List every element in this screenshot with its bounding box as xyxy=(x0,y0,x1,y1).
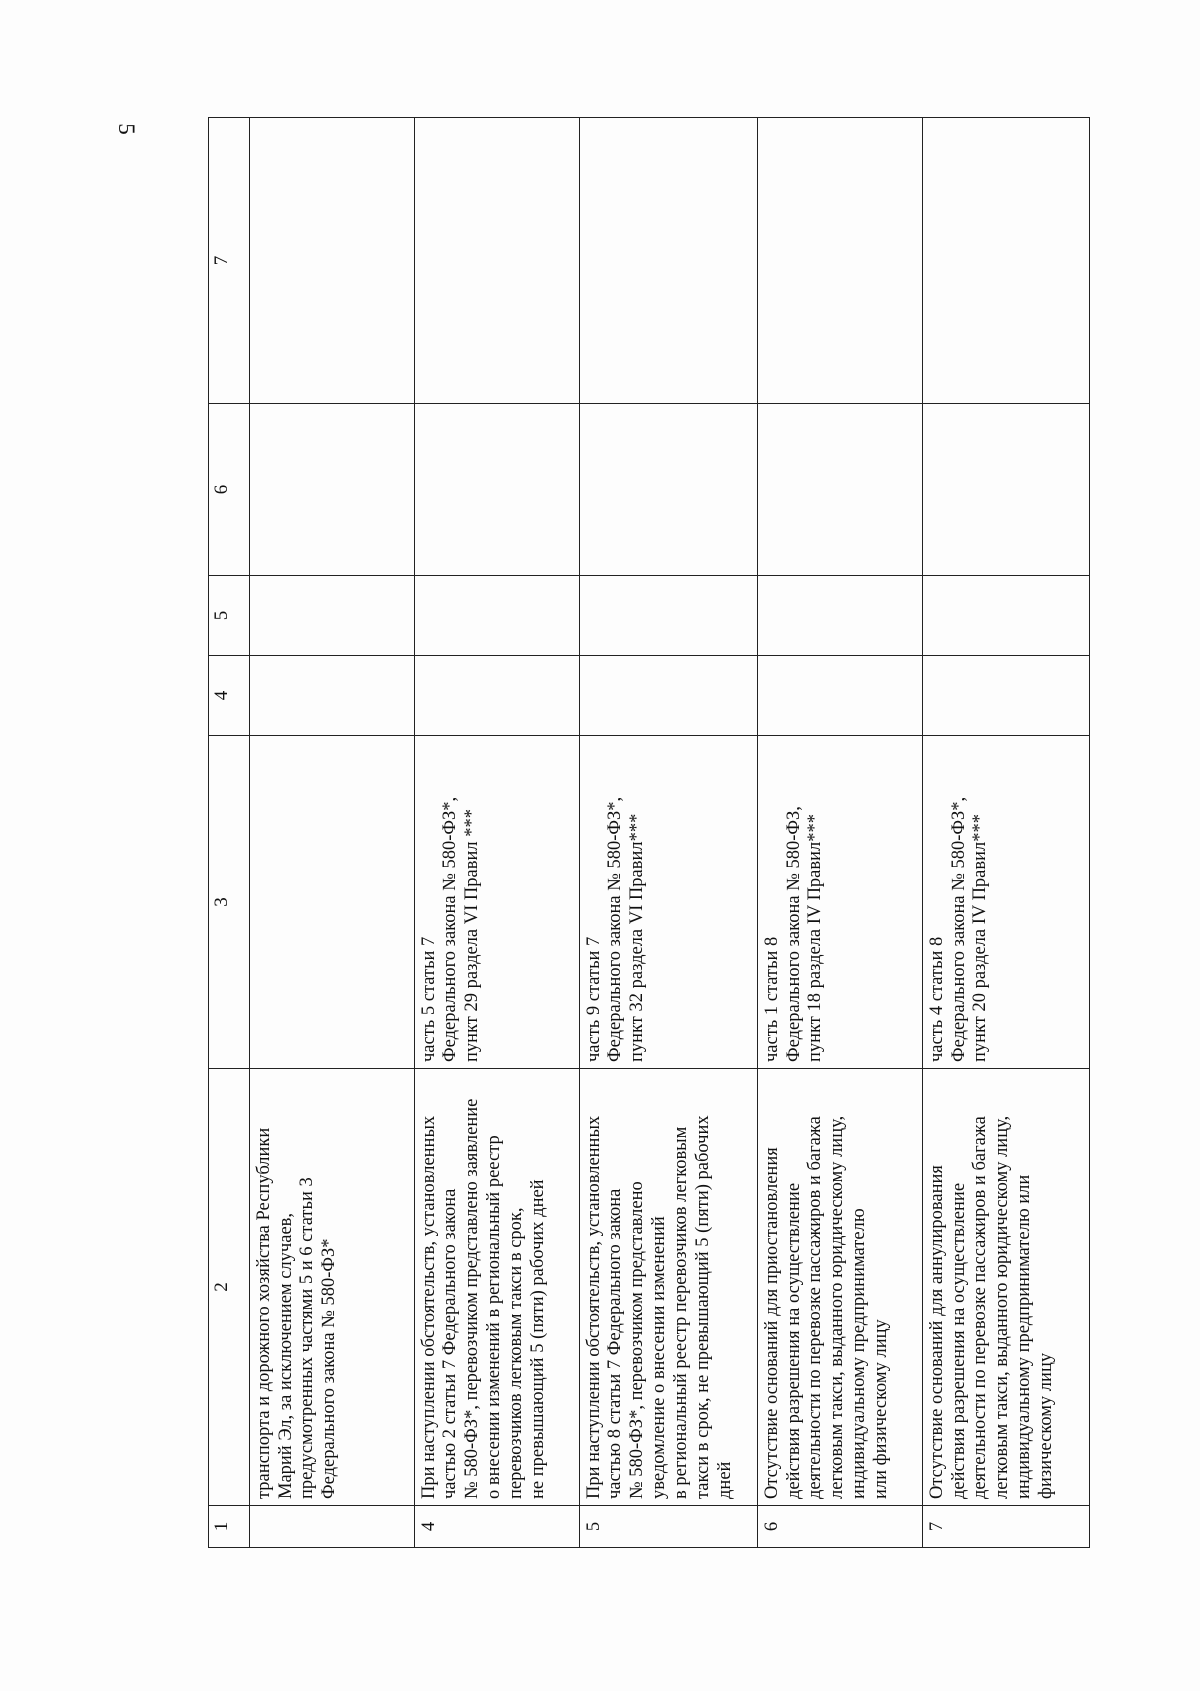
requirements-table xyxy=(208,117,1090,1548)
condition-line: индивидуальному предпринимателю xyxy=(849,1208,870,1499)
legal-basis-cell xyxy=(414,736,579,1069)
condition-line: При наступлении обстоятельств, установленных xyxy=(418,1115,439,1499)
row-number-cell: 7 xyxy=(922,1506,1089,1548)
table-row xyxy=(249,118,414,1548)
condition-line: дней xyxy=(714,1461,735,1499)
condition-line: легковым такси, выданного юридическому лицу, xyxy=(992,1115,1013,1499)
condition-line: № 580-ФЗ*, перевозчиком представлено xyxy=(627,1181,648,1499)
condition-line: Отсутствие оснований для приостановления xyxy=(761,1147,782,1499)
condition-line: Отсутствие оснований для аннулирования xyxy=(926,1165,947,1499)
condition-line: физическому лицу xyxy=(1035,1352,1056,1499)
legal-basis-line: пункт 32 раздела VI Правил*** xyxy=(627,813,648,1062)
empty-cell-c4 xyxy=(249,656,414,736)
empty-cell-c7 xyxy=(414,118,579,404)
table-row xyxy=(579,118,757,1548)
condition-cell xyxy=(414,1069,579,1506)
legal-basis-line: Федерального закона № 580-ФЗ*, xyxy=(605,796,626,1062)
condition-line: деятельности по перевозке пассажиров и багажа xyxy=(805,1116,826,1499)
empty-cell-c6 xyxy=(249,404,414,576)
condition-line: такси в срок, не превышающий 5 (пяти) рабочих xyxy=(692,1115,713,1499)
empty-cell-c6 xyxy=(922,404,1089,576)
table-header-row xyxy=(209,118,250,1548)
empty-cell-c5 xyxy=(757,576,922,656)
legal-basis-cell xyxy=(249,736,414,1069)
condition-line: № 580-ФЗ*, перевозчиком представлено заявление xyxy=(462,1098,483,1499)
legal-basis-line: пункт 29 раздела VI Правил *** xyxy=(462,809,483,1062)
empty-cell-c6 xyxy=(757,404,922,576)
condition-line: индивидуальному предпринимателю или xyxy=(1014,1174,1035,1499)
empty-cell-c5 xyxy=(922,576,1089,656)
header-cell: 6 xyxy=(209,404,250,576)
condition-line: действия разрешения на осуществление xyxy=(783,1182,804,1499)
header-cell: 7 xyxy=(209,118,250,404)
condition-line: в региональный реестр перевозчиков легковым xyxy=(670,1126,691,1499)
rotated-table-wrapper xyxy=(208,118,1090,1548)
legal-basis-line: Федерального закона № 580-ФЗ, xyxy=(783,806,804,1062)
legal-basis-line: пункт 18 раздела IV Правил*** xyxy=(805,813,826,1062)
condition-line: транспорта и дорожного хозяйства Республики xyxy=(253,1127,274,1499)
table-row xyxy=(757,118,922,1548)
empty-cell-c5 xyxy=(579,576,757,656)
legal-basis-line: Федерального закона № 580-ФЗ*, xyxy=(948,796,969,1062)
legal-basis-line: пункт 20 раздела IV Правил*** xyxy=(970,813,991,1062)
legal-basis-line: часть 9 статьи 7 xyxy=(583,936,604,1062)
empty-cell-c7 xyxy=(579,118,757,404)
condition-cell xyxy=(922,1069,1089,1506)
condition-line: деятельности по перевозке пассажиров и багажа xyxy=(970,1116,991,1499)
empty-cell-c4 xyxy=(757,656,922,736)
legal-basis-line: Федерального закона № 580-ФЗ*, xyxy=(440,796,461,1062)
row-number-cell: 6 xyxy=(757,1506,922,1548)
condition-line: не превышающий 5 (пяти) рабочих дней xyxy=(527,1179,548,1499)
table-row xyxy=(414,118,579,1548)
legal-basis-line: часть 1 статьи 8 xyxy=(761,936,782,1062)
condition-line: Федерального закона № 580-ФЗ* xyxy=(319,1238,340,1499)
legal-basis-line: часть 4 статьи 8 xyxy=(926,936,947,1062)
legal-basis-cell xyxy=(757,736,922,1069)
condition-line: перевозчиков легковым такси в срок, xyxy=(505,1207,526,1499)
condition-line: Марий Эл, за исключением случаев, xyxy=(275,1212,296,1499)
empty-cell-c7 xyxy=(922,118,1089,404)
header-cell: 4 xyxy=(209,656,250,736)
condition-line: частью 2 статьи 7 Федерального закона xyxy=(440,1188,461,1499)
condition-cell xyxy=(579,1069,757,1506)
row-number-cell: 5 xyxy=(579,1506,757,1548)
empty-cell-c6 xyxy=(579,404,757,576)
table-row xyxy=(922,118,1089,1548)
empty-cell-c4 xyxy=(922,656,1089,736)
condition-cell xyxy=(249,1069,414,1506)
condition-line: предусмотренных частями 5 и 6 статьи 3 xyxy=(297,1177,318,1499)
empty-cell-c5 xyxy=(249,576,414,656)
condition-line: легковым такси, выданного юридическому лицу, xyxy=(827,1115,848,1499)
condition-line: о внесении изменений в региональный реестр xyxy=(484,1135,505,1499)
row-number-cell xyxy=(249,1506,414,1548)
legal-basis-line: часть 5 статьи 7 xyxy=(418,936,439,1062)
condition-line: При наступлении обстоятельств, установленных xyxy=(583,1115,604,1499)
page-number: 5 xyxy=(113,123,139,135)
condition-line: или физическому лицу xyxy=(870,1319,891,1499)
condition-line: действия разрешения на осуществление xyxy=(948,1182,969,1499)
empty-cell-c4 xyxy=(414,656,579,736)
empty-cell-c5 xyxy=(414,576,579,656)
condition-cell xyxy=(757,1069,922,1506)
header-cell: 3 xyxy=(209,736,250,1069)
header-cell: 5 xyxy=(209,576,250,656)
empty-cell-c7 xyxy=(757,118,922,404)
header-cell: 2 xyxy=(209,1069,250,1506)
condition-line: уведомление о внесении изменений xyxy=(649,1216,670,1499)
empty-cell-c6 xyxy=(414,404,579,576)
header-cell: 1 xyxy=(209,1506,250,1548)
empty-cell-c7 xyxy=(249,118,414,404)
empty-cell-c4 xyxy=(579,656,757,736)
row-number-cell: 4 xyxy=(414,1506,579,1548)
landscape-page xyxy=(208,118,1090,1548)
condition-line: частью 8 статьи 7 Федерального закона xyxy=(605,1188,626,1499)
legal-basis-cell xyxy=(922,736,1089,1069)
legal-basis-cell xyxy=(579,736,757,1069)
